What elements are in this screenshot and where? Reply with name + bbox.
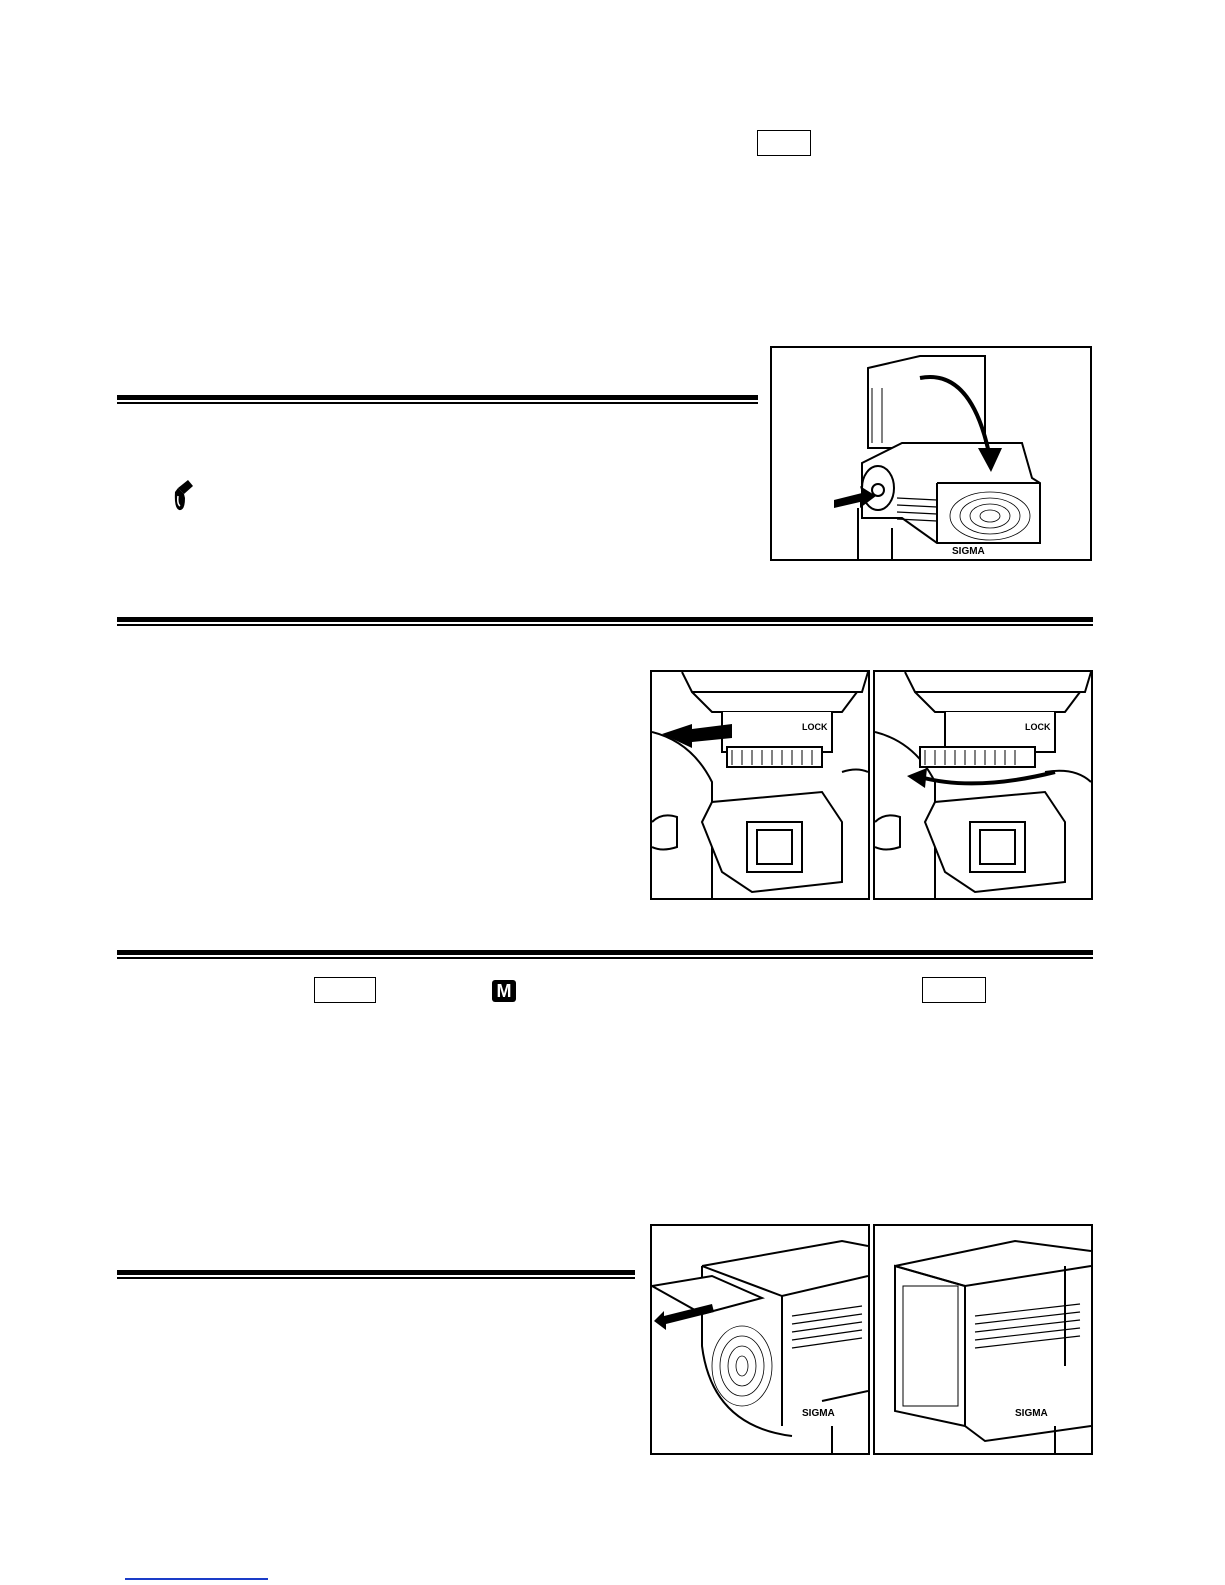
- manual-mode-icon: M: [492, 980, 516, 1002]
- section-rule-4: [117, 1270, 635, 1279]
- figure-mount-lock: [873, 670, 1093, 900]
- figure-wide-panel: [873, 1224, 1093, 1455]
- figure-panel-pull: [650, 1224, 870, 1455]
- section-rule-2: [117, 617, 1093, 626]
- section-rule-1: [117, 395, 758, 404]
- fig3-lock-label: LOCK: [1025, 722, 1051, 732]
- footer-link[interactable]: [125, 1576, 268, 1580]
- section-rule-3: [117, 950, 1093, 959]
- key-box-section3-left: [314, 977, 376, 1003]
- pen-icon: [172, 478, 194, 512]
- fig2-lock-label: LOCK: [802, 722, 828, 732]
- figure-mount-slide: [650, 670, 870, 900]
- key-box-section3-right: [922, 977, 986, 1003]
- key-box-top: [757, 130, 811, 156]
- fig1-brand-label: SIGMA: [952, 546, 985, 557]
- fig5-brand-label: SIGMA: [802, 1408, 835, 1419]
- fig6-brand-label: SIGMA: [1015, 1408, 1048, 1419]
- figure-flash-diffuser: [770, 346, 1092, 561]
